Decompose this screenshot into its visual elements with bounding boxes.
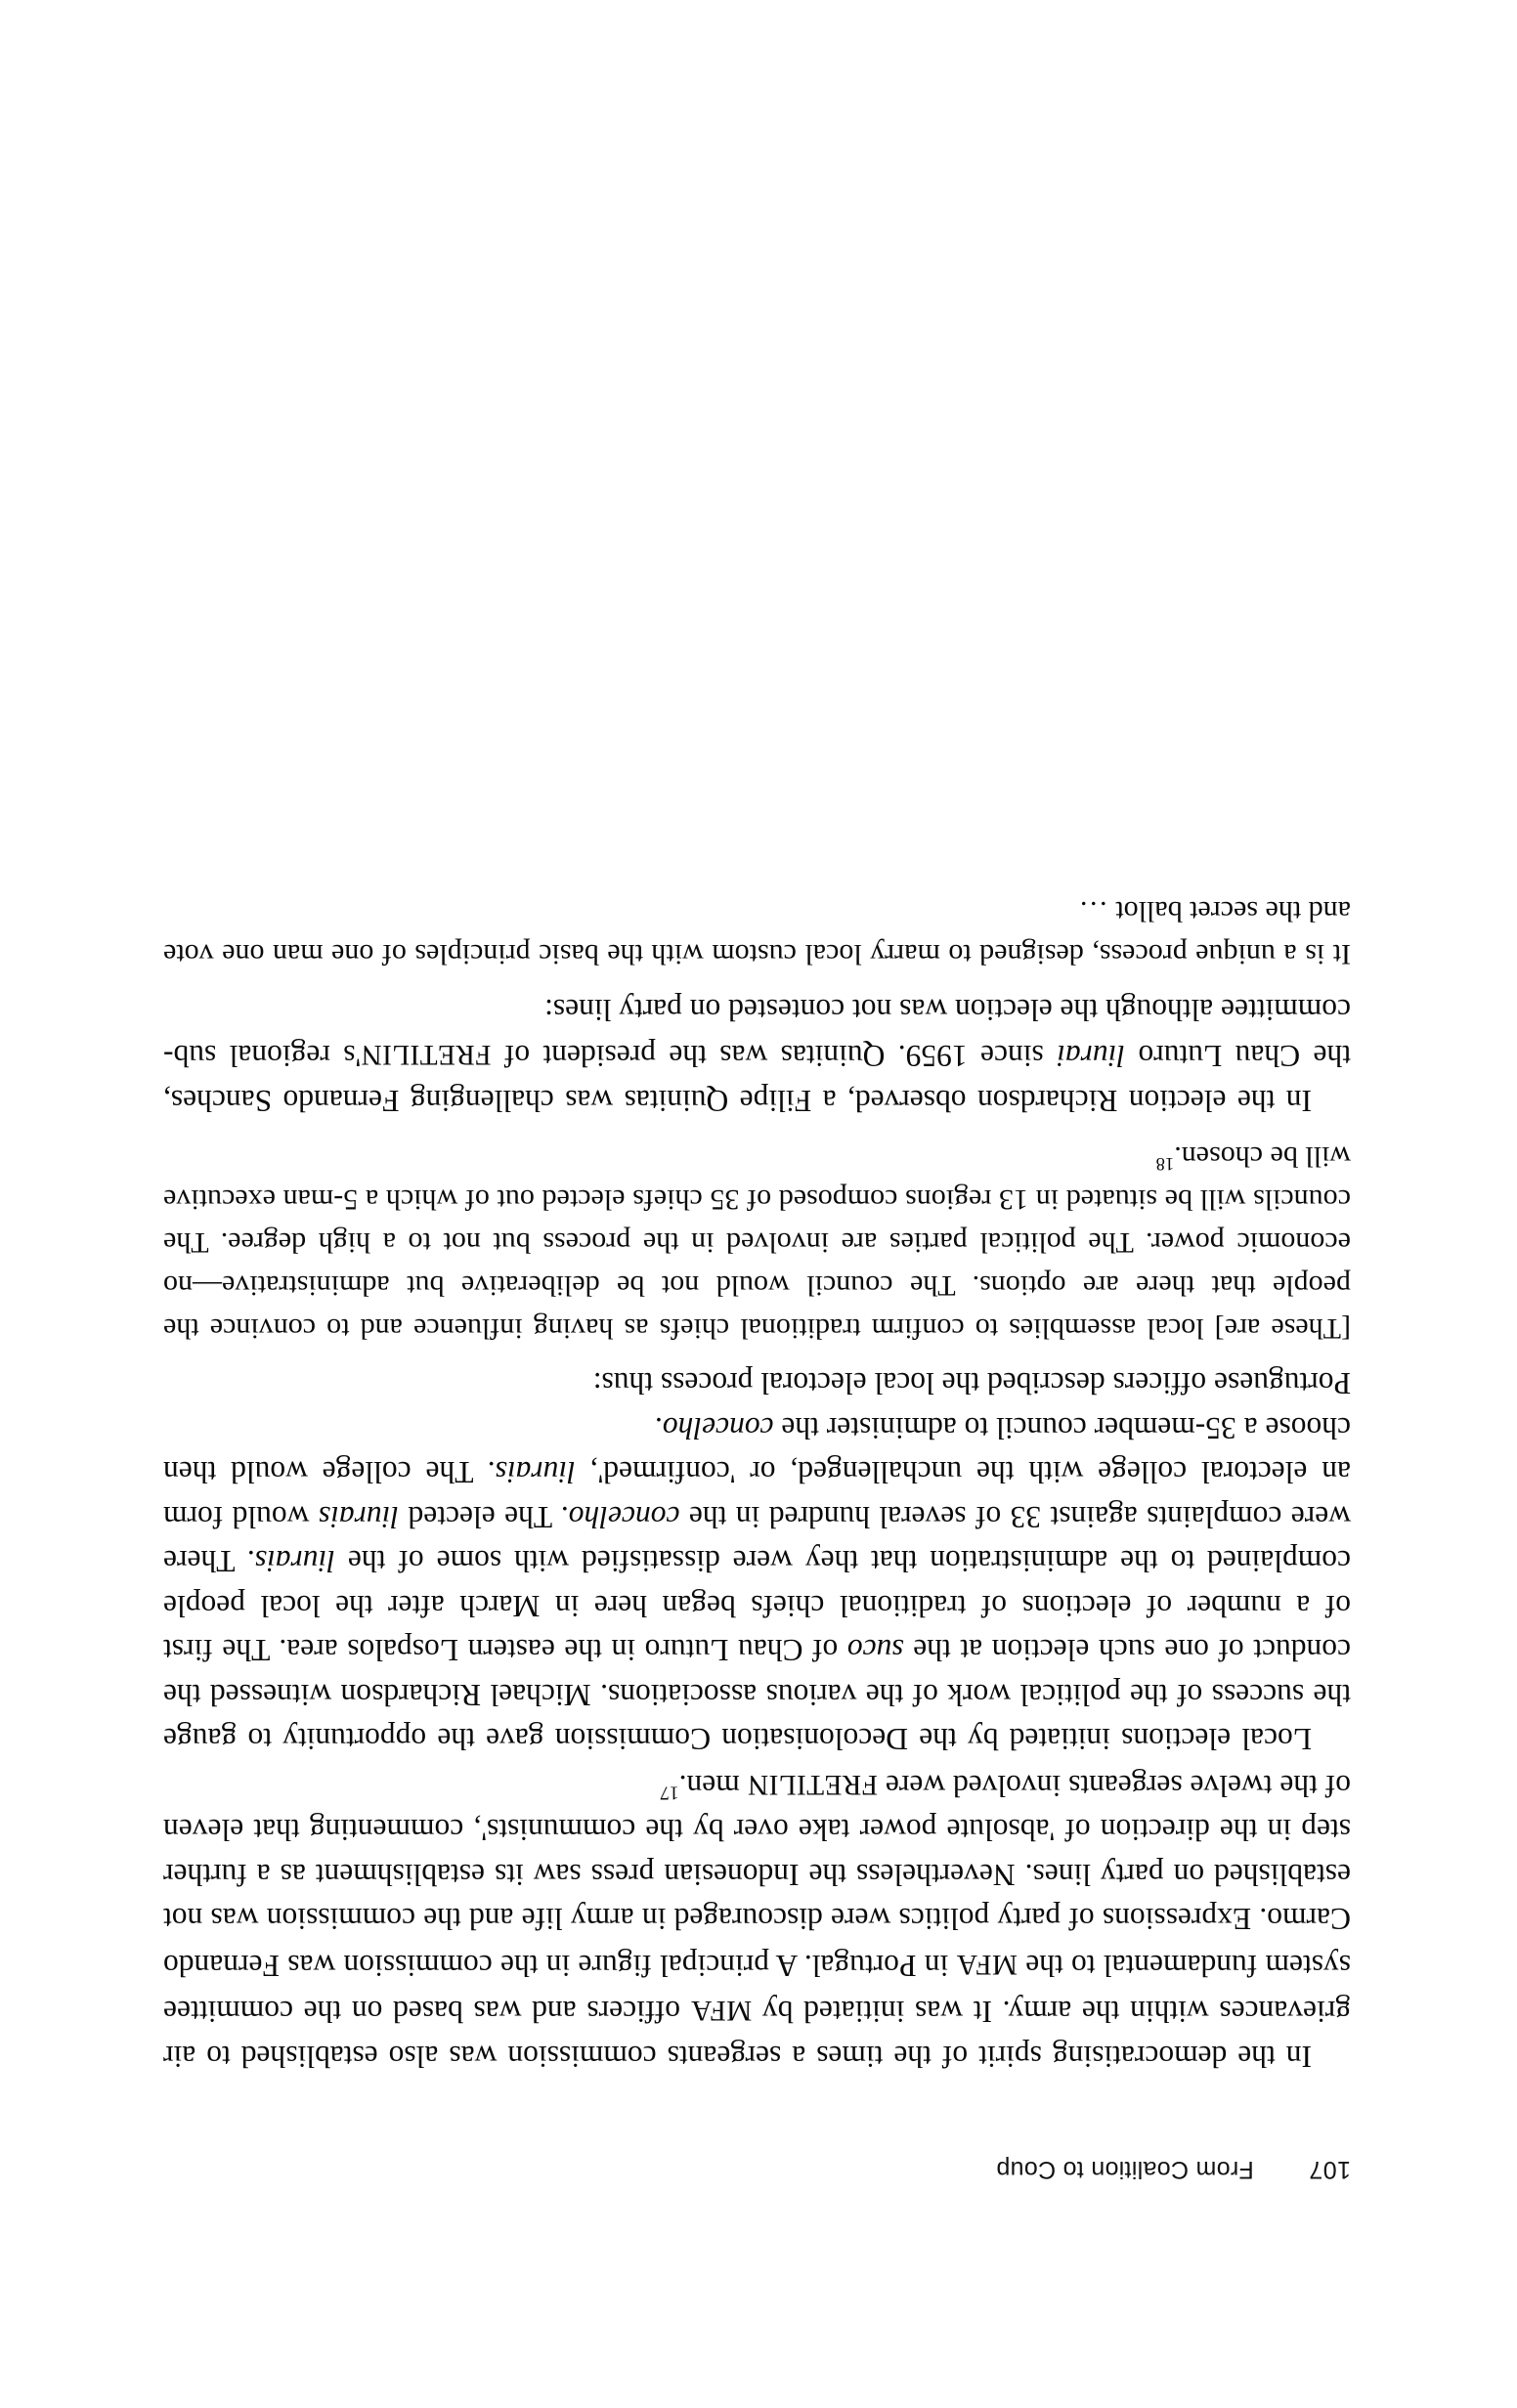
page-header <box>163 2155 1351 2183</box>
paragraph-sergeants-commission <box>163 1762 1351 2080</box>
term-liurais: liurais <box>318 1500 400 1534</box>
text-run: . The elected <box>399 1500 569 1534</box>
acronym-mfa: MFA <box>690 1995 753 2027</box>
footnote-marker-17: 17 <box>660 1782 679 1803</box>
term-liurais: liurais <box>254 1544 335 1579</box>
term-concelho: concelho <box>568 1500 680 1534</box>
running-head: From Coalition to Coup <box>996 2156 1254 2183</box>
blockquote-unique-process <box>163 890 1351 976</box>
page-number: 107 <box>1308 2156 1351 2183</box>
body-text <box>163 890 1351 2080</box>
text-run: since 1959. Quinitas was the president of <box>491 1039 1058 1074</box>
text-run: [These are] local assemblies to confirm traditional chiefs as having influence and to convince the people that there are options. The council would not be deliberative but administrative—no economic power. The political parties are involved in the process but not to a high degree. The councils will be situated in 13 regions composed of 35 chiefs elected out of which a 5-man executive will be chosen. <box>163 1140 1351 1345</box>
paragraph-quinitas-election <box>163 988 1351 1124</box>
text-run: In the democratising spirit of the times a sergeants commission was also established to air grievances within the army. It was initiated by <box>163 1995 1351 2074</box>
term-liurai: liurai <box>1057 1039 1126 1074</box>
text-run: of Chau Luturo in the eastern Lospalos area. The first of a number of elections of traditional chiefs began here in March after the local people complained to the administration that they were dissatisfied with some of the <box>163 1544 1351 1668</box>
text-run: . The college would then choose a 35-member council to administer the <box>162 1411 1351 1490</box>
paragraph-local-elections <box>163 1406 1351 1762</box>
text-run: In the election Richardson observed, a Filipe Quinitas was challenging Fernando Sanches, the Chau Luturo <box>163 1039 1351 1118</box>
text-run: Local elections initiated by the Decolonisation Commission gave the opportunity to gauge the success of the political work of the various associations. Michael Richardson witnessed the conduct of one such election at the <box>163 1633 1351 1757</box>
spacer <box>163 1123 1351 1129</box>
text-run: would form an electoral college with the unchallenged, or 'confirmed', <box>163 1455 1351 1534</box>
page-content <box>163 884 1351 2184</box>
text-run: Portuguese officers described the local electoral process thus: <box>592 1366 1351 1401</box>
paragraph-portuguese-officers <box>163 1361 1351 1406</box>
term-concelho: concelho <box>662 1411 774 1445</box>
text-run: . There were complaints against 33 of several hundred in the <box>162 1500 1351 1579</box>
text-run: men. <box>678 1769 748 1803</box>
term-liurais: liurais <box>495 1455 576 1490</box>
text-run: 's regional sub-committee although the election was not contested on party lines: <box>162 993 1351 1074</box>
text-run: . <box>654 1411 663 1445</box>
quote-text: It is a unique process, designed to marry local custom with the basic principles of one man one vote and the secret ballot … <box>163 895 1351 971</box>
text-run: officers and was based on the committee system fundamental to the <box>163 1949 1351 2030</box>
term-suco: suco <box>846 1633 904 1668</box>
acronym-mfa: MFA <box>956 1949 1018 1980</box>
acronym-fretilin: FRETILIN <box>361 1039 492 1071</box>
acronym-fretilin: FRETILIN <box>747 1769 878 1800</box>
quote-text <box>163 1135 1351 1350</box>
footnote-marker-18: 18 <box>1155 1153 1175 1174</box>
text-run: in Portugal. A principal figure in the commission was Fernando Carmo. Expressions of party politics were discouraged in army life and the commission was not established on party lines. Nevertheless the Indonesian press saw its establishment as a further step in the direction of 'absolute power take over by the communists', commenting that eleven of the twelve sergeants involved were <box>163 1769 1351 1983</box>
blockquote-local-assemblies <box>163 1135 1351 1350</box>
